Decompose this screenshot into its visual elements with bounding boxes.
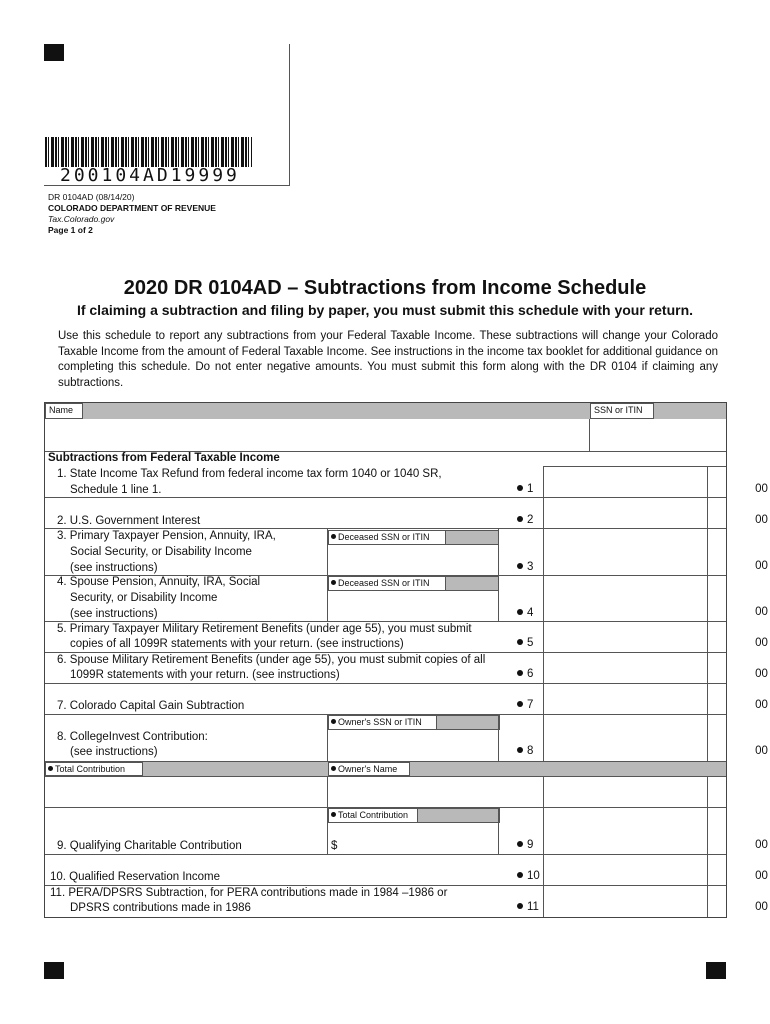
website: Tax.Colorado.gov — [48, 214, 115, 224]
line-1-marker: 1 — [517, 483, 533, 495]
department: COLORADO DEPARTMENT OF REVENUE — [48, 203, 216, 213]
form-id: DR 0104AD (08/14/20) — [48, 192, 135, 202]
total-contribution-input[interactable] — [45, 777, 327, 807]
line-6-marker: 6 — [517, 668, 533, 680]
name-input[interactable] — [45, 419, 589, 451]
line-11-text-2: DPSRS contributions made in 1986 — [70, 902, 251, 914]
line-9-amount-input[interactable] — [544, 808, 707, 854]
line-4-deceased-ssn-input[interactable] — [328, 590, 498, 620]
line-5-marker: 5 — [517, 637, 533, 649]
line-2-amount-input[interactable] — [544, 498, 707, 528]
line-4-amount-input[interactable] — [544, 576, 707, 621]
line-3-deceased-ssn-input[interactable] — [328, 544, 498, 574]
line-8-amount-input[interactable] — [544, 715, 707, 761]
line-10-cents: 00 — [755, 870, 768, 882]
line-4-text-2: Security, or Disability Income — [70, 592, 218, 604]
line-9-cents: 00 — [755, 839, 768, 851]
line-3-text-3: (see instructions) — [70, 562, 158, 574]
line-9-contribution-right — [498, 807, 499, 854]
line-9-dollar: $ — [331, 840, 338, 852]
line-4-cents: 00 — [755, 606, 768, 618]
line-8-text-2: (see instructions) — [70, 746, 158, 758]
line-4-ssn-right — [498, 575, 499, 621]
ssn-input[interactable] — [590, 419, 726, 451]
cents-column-left — [707, 466, 708, 917]
line-3-marker: 3 — [517, 561, 533, 573]
line-9-contribution-input[interactable] — [340, 823, 498, 853]
line-3-text: 3. Primary Taxpayer Pension, Annuity, IRA, — [57, 530, 276, 542]
line-1-amount-input[interactable] — [544, 467, 707, 497]
line-2-text: 2. U.S. Government Interest — [57, 515, 201, 527]
line-7-amount-input[interactable] — [544, 684, 707, 714]
line-1-text-2: Schedule 1 line 1. — [70, 484, 162, 496]
line-3-ssn-right — [498, 529, 499, 575]
line-5-cents: 00 — [755, 637, 768, 649]
registration-mark-top-left — [44, 44, 64, 61]
line-4-deceased-gray — [445, 576, 499, 591]
page-number: Page 1 of 2 — [48, 225, 93, 235]
line-6-text: 6. Spouse Military Retirement Benefits (under age 55), you must submit copies of all — [57, 654, 486, 666]
line-4-text: 4. Spouse Pension, Annuity, IRA, Social — [57, 576, 261, 588]
line-8-text: 8. CollegeInvest Contribution: — [57, 731, 208, 743]
line-6-cents: 00 — [755, 668, 768, 680]
line-3-deceased-label: Deceased SSN or ITIN — [328, 530, 447, 545]
line-5-text: 5. Primary Taxpayer Military Retirement Benefits (under age 55), you must submit — [57, 623, 472, 635]
line-8-owner-ssn-gray — [436, 715, 500, 730]
line-9-text: 9. Qualifying Charitable Contribution — [57, 840, 242, 852]
line-8-owner-ssn-input[interactable] — [328, 729, 498, 760]
line-6-text-2: 1099R statements with your return. (see instructions) — [70, 669, 340, 681]
line-2-marker: 2 — [517, 514, 533, 526]
line-3-text-2: Social Security, or Disability Income — [70, 546, 252, 558]
line-3-cents: 00 — [755, 560, 768, 572]
ssn-label: SSN or ITIN — [594, 405, 643, 415]
barcode — [45, 137, 252, 167]
line-11-cents: 00 — [755, 901, 768, 913]
barcode-number: 200104AD19999 — [60, 165, 240, 186]
line-11-marker: 11 — [517, 901, 539, 913]
line-4-text-3: (see instructions) — [70, 608, 158, 620]
name-label: Name — [49, 405, 74, 415]
owners-name-input[interactable] — [328, 777, 726, 807]
line-5-amount-input[interactable] — [544, 622, 707, 652]
line-3-amount-input[interactable] — [544, 529, 707, 575]
line-1-text: 1. State Income Tax Refund from federal income tax form 1040 or 1040 SR, — [57, 468, 442, 480]
line-9-total-contribution-label: Total Contribution — [328, 808, 419, 823]
line-6-amount-input[interactable] — [544, 653, 707, 683]
intro-text: Use this schedule to report any subtractions from your Federal Taxable Income. These subtractions will change your Colorado Taxable Income from the amount of Federal Taxable Income. See instructions in the income tax booklet for additional guidance on completing this schedule. Do not enter negative amounts. You must submit this form along with the DR 0104 if claiming any subtractions. — [58, 330, 718, 389]
line-8-ssn-right — [498, 714, 499, 761]
line-10-marker: 10 — [517, 870, 540, 882]
line-7-marker: 7 — [517, 699, 533, 711]
line-7-cents: 00 — [755, 699, 768, 711]
line-11-amount-input[interactable] — [544, 886, 707, 916]
line-4-deceased-label: Deceased SSN or ITIN — [328, 576, 447, 591]
total-contribution-label: Total Contribution — [45, 762, 143, 776]
page-title: 2020 DR 0104AD – Subtractions from Income Schedule — [123, 277, 647, 299]
barcode-frame-right — [289, 44, 290, 185]
line-8-cents: 00 — [755, 745, 768, 757]
subtractions-form — [44, 402, 768, 918]
owners-name-label: Owner's Name — [328, 762, 410, 776]
line-9-marker: 9 — [517, 839, 533, 851]
line-8-marker: 8 — [517, 745, 533, 757]
line-3-deceased-gray — [445, 530, 499, 545]
section-title: Subtractions from Federal Taxable Income — [48, 452, 280, 464]
line-4-marker: 4 — [517, 607, 533, 619]
line-5-text-2: copies of all 1099R statements with your return. (see instructions) — [70, 638, 404, 650]
line-11-text: 11. PERA/DPSRS Subtraction, for PERA contributions made in 1984 –1986 or — [50, 887, 448, 899]
line-2-cents: 00 — [755, 514, 768, 526]
registration-mark-bottom-left — [44, 962, 64, 979]
line-7-text: 7. Colorado Capital Gain Subtraction — [57, 700, 245, 712]
line-9-total-gray — [417, 808, 500, 823]
page-subtitle: If claiming a subtraction and filing by paper, you must submit this schedule with your return. — [76, 302, 694, 318]
line-1-cents: 00 — [755, 483, 768, 495]
line-10-text: 10. Qualified Reservation Income — [50, 871, 221, 883]
registration-mark-bottom-right — [706, 962, 726, 979]
line-10-amount-input[interactable] — [544, 855, 707, 885]
line-8-owner-ssn-label: Owner's SSN or ITIN — [328, 715, 438, 730]
